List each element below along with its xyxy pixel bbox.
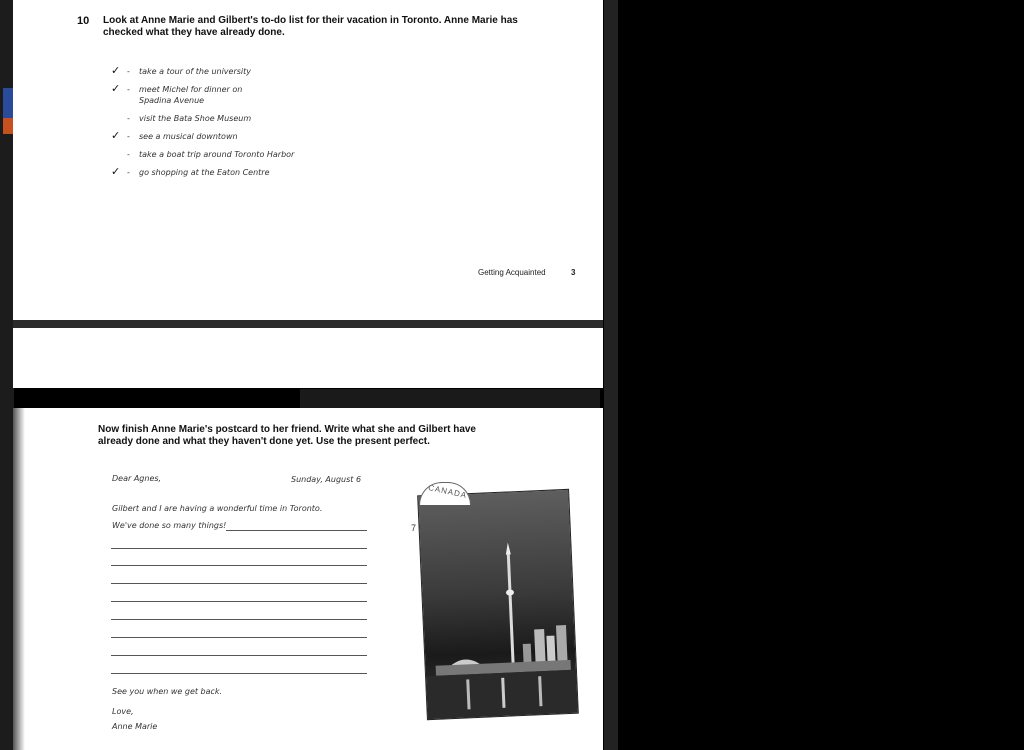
postcard-greeting: Dear Agnes, (112, 474, 162, 483)
exercise-number: 10 (77, 15, 90, 27)
check-icon: ✓ (111, 129, 121, 142)
page-number: 3 (571, 268, 576, 277)
right-page-gutter (604, 0, 618, 750)
writing-line[interactable] (111, 655, 367, 656)
todo-item-text: see a musical downtown (139, 132, 238, 141)
writing-line[interactable] (111, 601, 367, 602)
check-icon: ✓ (111, 64, 121, 77)
writing-line[interactable] (111, 565, 367, 566)
toronto-skyline-photo (417, 489, 579, 720)
postcard-date: Sunday, August 6 (291, 475, 362, 484)
todo-list (111, 66, 371, 178)
postcard-line-1: Gilbert and I are having a wonderful time in Toronto. (112, 504, 323, 513)
todo-item (111, 84, 249, 106)
left-background-strip (0, 0, 14, 750)
todo-item-text: meet Michel for dinner on Spadina Avenue (139, 85, 243, 105)
postcard-line-2: We've done so many things! (112, 521, 227, 530)
check-icon: ✓ (111, 82, 121, 95)
dash-icon: - (127, 67, 130, 76)
check-icon: ✓ (111, 165, 121, 178)
writing-line[interactable] (111, 583, 367, 584)
postcard-closing: See you when we get back. (112, 687, 223, 696)
stamp-mark: 7 (411, 523, 417, 533)
postcard-instruction: Now finish Anne Marie's postcard to her friend. Write what she and Gilbert have already done and what they haven't done yet. Use the present perfect. (98, 424, 476, 447)
dash-icon: - (127, 114, 130, 123)
todo-item (111, 131, 371, 142)
exercise-instruction: Look at Anne Marie and Gilbert's to-do list for their vacation in Toronto. Anne Marie has checked what they have already done. (103, 15, 518, 38)
writing-line[interactable] (111, 548, 367, 549)
todo-item (111, 167, 371, 178)
book-edge-orange (3, 118, 13, 134)
dash-icon: - (127, 85, 130, 94)
underlying-page-fragment (300, 389, 600, 408)
dash-icon: - (127, 168, 130, 177)
dash-icon: - (127, 132, 130, 141)
postcard-signoff: Love, (112, 707, 134, 716)
todo-item-text: visit the Bata Shoe Museum (139, 114, 252, 123)
canada-postmark-stamp (419, 482, 471, 505)
writing-line[interactable] (111, 619, 367, 620)
stamp-text: CANADA (427, 483, 468, 500)
skyline-illustration (418, 490, 578, 719)
todo-item (111, 66, 371, 77)
top-page (13, 0, 603, 388)
writing-line[interactable] (111, 637, 367, 638)
footer-chapter-title: Getting Acquainted (478, 268, 546, 277)
bottom-page (13, 408, 603, 750)
postcard-signature: Anne Marie (112, 722, 158, 731)
todo-item (111, 149, 371, 160)
book-edge-blue (3, 88, 13, 118)
todo-item-text: go shopping at the Eaton Centre (139, 168, 270, 177)
dash-icon: - (127, 150, 130, 159)
todo-item-text: take a tour of the university (139, 67, 252, 76)
binding-shadow (13, 408, 25, 750)
page-edge-shadow (13, 320, 603, 328)
todo-item-text: take a boat trip around Toronto Harbor (139, 150, 295, 159)
todo-item (111, 113, 371, 124)
writing-line[interactable] (111, 673, 367, 674)
writing-line[interactable] (226, 530, 367, 531)
